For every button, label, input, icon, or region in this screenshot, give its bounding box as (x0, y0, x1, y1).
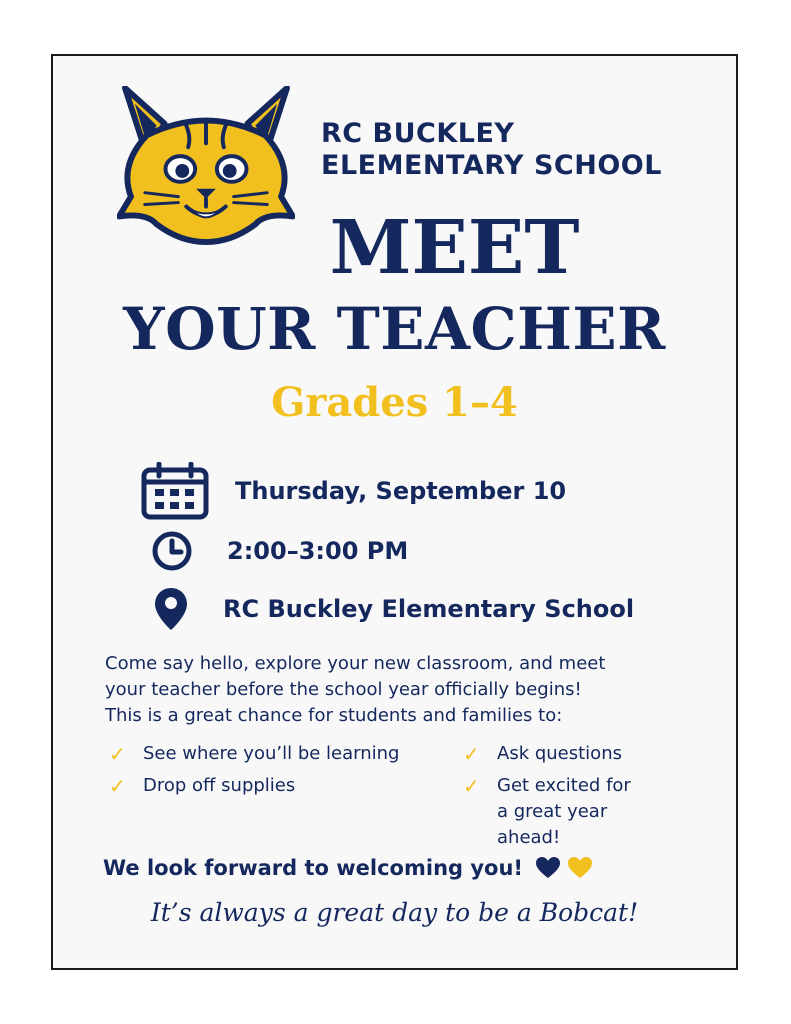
event-time: 2:00–3:00 PM (227, 537, 409, 565)
event-time-row (151, 530, 408, 572)
school-name-line2: ELEMENTARY SCHOOL (321, 150, 662, 181)
list-item (109, 741, 399, 767)
calendar-icon (141, 462, 209, 520)
grades-subtitle: Grades 1–4 (271, 379, 518, 426)
description (105, 651, 705, 729)
school-name-line1: RC BUCKLEY (321, 118, 515, 149)
clock-icon (151, 530, 193, 572)
school-name (321, 118, 662, 182)
event-location: RC Buckley Elementary School (223, 595, 635, 623)
checkmark-icon: ✓ (109, 774, 126, 798)
welcome-text: We look forward to welcoming you! (103, 856, 523, 880)
list-item-text: See where you’ll be learning (143, 743, 400, 764)
description-line2: your teacher before the school year officially begins! (105, 679, 582, 700)
title-your-teacher: YOUR TEACHER (123, 295, 666, 363)
list-item-text: Get excited for a great year ahead! (497, 775, 631, 848)
list-item (109, 773, 399, 799)
checkmark-icon: ✓ (463, 774, 480, 798)
list-item (463, 741, 643, 767)
checkmark-icon: ✓ (109, 742, 126, 766)
description-line1: Come say hello, explore your new classroom, and meet (105, 653, 606, 674)
description-line3: This is a great chance for students and families to: (105, 705, 563, 726)
list-item-text: Ask questions (497, 743, 622, 764)
event-date-row (141, 462, 566, 520)
welcome-message (103, 856, 595, 880)
title-meet: MEET (329, 205, 580, 291)
list-item (463, 773, 643, 851)
tagline: It’s always a great day to be a Bobcat! (150, 898, 639, 927)
hearts-icon (535, 856, 595, 880)
event-date: Thursday, September 10 (235, 477, 567, 505)
checklist-right (463, 741, 643, 857)
list-item-text: Drop off supplies (143, 775, 296, 796)
event-location-row (153, 586, 634, 632)
checklist-left (109, 741, 399, 805)
map-pin-icon (153, 586, 189, 632)
checkmark-icon: ✓ (463, 742, 480, 766)
flyer (51, 54, 738, 970)
